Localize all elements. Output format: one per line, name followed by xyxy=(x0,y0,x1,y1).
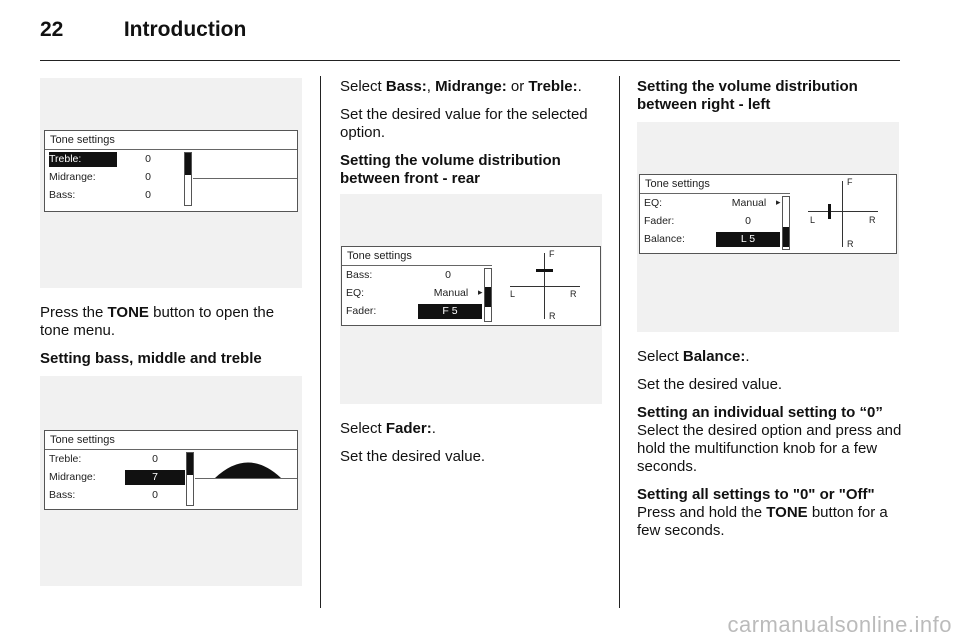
row-value-selected: F 5 xyxy=(418,304,482,319)
scrollbar xyxy=(782,196,790,250)
midrange-keyword: Midrange: xyxy=(435,78,507,95)
arrow-right-icon: ▸ xyxy=(776,197,781,207)
text: button to open the tone menu. xyxy=(40,304,275,339)
scrollbar xyxy=(484,268,492,322)
instruction-select-fader xyxy=(340,420,605,438)
heading-bass-middle-treble: Setting bass, middle and treble xyxy=(40,350,262,367)
row-label: Midrange: xyxy=(49,471,96,483)
axis-label-left: L xyxy=(810,215,816,225)
screen-photo-2 xyxy=(40,376,302,586)
text: Select xyxy=(340,420,386,437)
row-label: Bass: xyxy=(49,189,76,201)
screen-title: Tone settings xyxy=(347,250,412,262)
row-label: Treble: xyxy=(49,153,82,165)
screen-title-divider xyxy=(342,265,492,266)
col2-text-1 xyxy=(340,78,605,188)
menu-row-midrange xyxy=(49,470,117,485)
menu-row-eq xyxy=(644,196,704,211)
menu-row-fader xyxy=(644,214,704,229)
screen-photo-3 xyxy=(340,194,602,404)
page-header xyxy=(40,18,246,42)
screen-title-divider xyxy=(45,449,297,450)
text: Select xyxy=(340,78,386,95)
page-number: 22 xyxy=(40,18,64,41)
instruction-set-value: Set the desired value for the selected option. xyxy=(340,106,588,141)
scrollbar xyxy=(184,152,192,206)
text: button for a few seconds. xyxy=(637,504,888,539)
axis-label-rear: R xyxy=(847,239,854,249)
screen-title: Tone settings xyxy=(645,178,710,190)
text: , xyxy=(426,78,436,95)
screen-title: Tone settings xyxy=(50,134,115,146)
col3-text-1 xyxy=(637,78,902,114)
instruction-select-balance xyxy=(637,348,902,366)
col2-text-2 xyxy=(340,420,605,476)
tone-settings-screen xyxy=(639,174,897,254)
arrow-right-icon: ▸ xyxy=(478,287,483,297)
axis-label-front: F xyxy=(549,249,555,259)
tone-settings-screen xyxy=(341,246,601,326)
balance-horizontal-axis xyxy=(808,211,878,212)
page-title: Introduction xyxy=(123,18,247,41)
axis-label-left: L xyxy=(510,289,516,299)
row-value-selected: 7 xyxy=(125,470,185,485)
text: Press the xyxy=(40,304,108,321)
eq-curve xyxy=(213,455,283,479)
axis-label-rear: R xyxy=(549,311,556,321)
heading-all-reset: Setting all settings to "0" or "Off" xyxy=(637,486,875,503)
watermark: carmanualsonline.info xyxy=(727,612,952,637)
menu-row-midrange xyxy=(49,170,117,185)
bass-keyword: Bass: xyxy=(385,78,427,95)
row-value: 0 xyxy=(145,189,151,201)
menu-row-bass xyxy=(346,268,406,283)
row-value: 0 xyxy=(445,269,451,281)
row-label: EQ: xyxy=(644,197,663,209)
screen-title-divider xyxy=(640,193,790,194)
row-value-selected: L 5 xyxy=(716,232,780,247)
column-divider-2 xyxy=(619,76,620,608)
row-label: Bass: xyxy=(346,269,373,281)
heading-front-rear: Setting the volume distribution between front - rear xyxy=(340,152,561,187)
menu-row-treble xyxy=(49,452,117,467)
text: Select xyxy=(637,348,683,365)
instruction-open-tone xyxy=(40,304,302,340)
menu-row-treble xyxy=(49,152,117,167)
row-label: EQ: xyxy=(346,287,365,299)
menu-row-bass xyxy=(49,488,117,503)
row-label: Bass: xyxy=(49,489,76,501)
fader-position-marker xyxy=(536,269,553,272)
row-value: 0 xyxy=(152,453,158,465)
balance-position-marker xyxy=(828,204,831,219)
row-value: 0 xyxy=(745,215,751,227)
tone-keyword: TONE xyxy=(766,504,808,521)
row-label: Balance: xyxy=(644,233,685,245)
screen-photo-1 xyxy=(40,78,302,288)
heading-individual-reset: Setting an individual setting to “0” xyxy=(637,404,883,421)
text: . xyxy=(577,78,582,95)
balance-keyword: Balance: xyxy=(682,348,746,365)
menu-row-balance xyxy=(644,232,704,247)
balance-vertical-axis xyxy=(842,181,843,247)
row-label: Midrange: xyxy=(49,171,96,183)
row-label: Fader: xyxy=(346,305,377,317)
instruction-select-option xyxy=(340,78,605,96)
instruction-all-reset xyxy=(637,504,902,540)
axis-label-front: F xyxy=(847,177,853,187)
text: or xyxy=(506,78,529,95)
row-label: Treble: xyxy=(49,453,82,465)
text: . xyxy=(431,420,436,437)
row-value: Manual xyxy=(731,197,767,209)
instruction-set-value: Set the desired value. xyxy=(340,448,486,465)
tone-keyword: TONE xyxy=(107,304,149,321)
scrollbar xyxy=(186,452,194,506)
graph-baseline xyxy=(193,178,297,179)
text: Press and hold the xyxy=(637,504,767,521)
menu-row-fader xyxy=(346,304,406,319)
instruction-set-value: Set the desired value. xyxy=(637,376,783,393)
row-value: Manual xyxy=(433,287,469,299)
axis-label-right: R xyxy=(570,289,577,299)
fader-keyword: Fader: xyxy=(385,420,432,437)
row-label: Fader: xyxy=(644,215,675,227)
treble-keyword: Treble: xyxy=(528,78,578,95)
screen-title-divider xyxy=(45,149,297,150)
menu-row-eq xyxy=(346,286,406,301)
tone-settings-screen xyxy=(44,130,298,212)
tone-settings-screen xyxy=(44,430,298,510)
col1-text-1 xyxy=(40,304,302,368)
text: . xyxy=(745,348,750,365)
fader-horizontal-axis xyxy=(510,286,580,287)
axis-label-right: R xyxy=(869,215,876,225)
instruction-individual-reset: Select the desired option and press and hold the multifunction knob for a few seconds. xyxy=(637,422,902,475)
heading-right-left: Setting the volume distribution between right - left xyxy=(637,78,858,113)
column-divider-1 xyxy=(320,76,321,608)
row-value: 0 xyxy=(152,489,158,501)
menu-row-bass xyxy=(49,188,117,203)
row-value: 0 xyxy=(145,153,151,165)
row-value: 0 xyxy=(145,171,151,183)
screen-title: Tone settings xyxy=(50,434,115,446)
screen-photo-4 xyxy=(637,122,899,332)
col3-text-2 xyxy=(637,348,902,550)
header-rule xyxy=(40,60,900,61)
